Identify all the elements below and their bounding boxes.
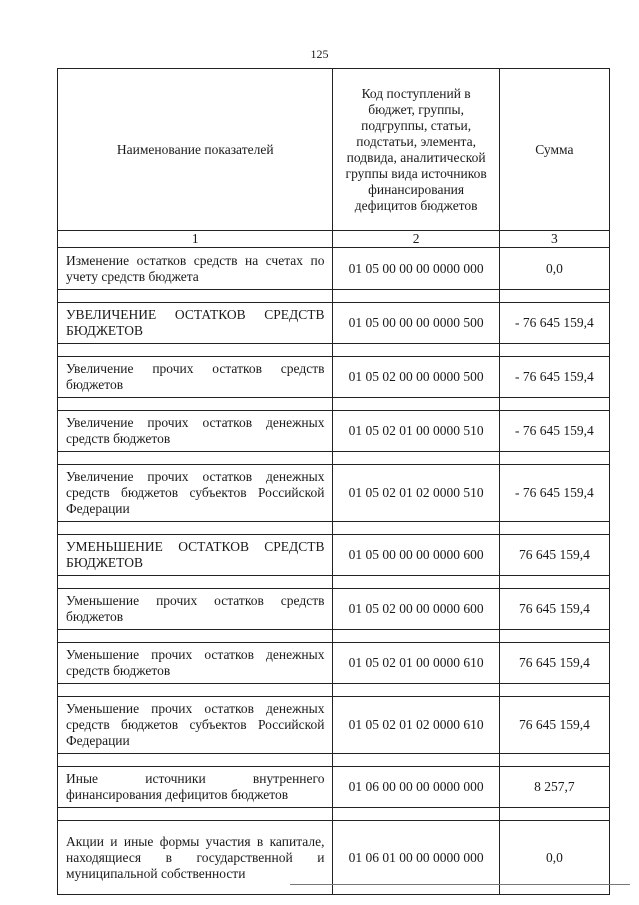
page-number: 125	[310, 47, 329, 61]
row-name: УМЕНЬШЕНИЕ ОСТАТКОВ СРЕДСТВ БЮДЖЕТОВ	[58, 535, 333, 576]
table-row	[58, 411, 610, 452]
row-code: 01 06 01 00 00 0000 000	[333, 821, 499, 895]
row-amount: 0,0	[499, 821, 609, 895]
header-row	[58, 69, 610, 231]
row-amount: 76 645 159,4	[499, 589, 609, 630]
row-code: 01 05 02 01 02 0000 510	[333, 465, 499, 522]
row-code: 01 05 02 01 00 0000 610	[333, 643, 499, 684]
row-amount: - 76 645 159,4	[499, 465, 609, 522]
table-row	[58, 697, 610, 754]
column-number: 2	[333, 231, 499, 248]
row-amount: - 76 645 159,4	[499, 303, 609, 344]
row-name: Изменение остатков средств на счетах по учету средств бюджета	[58, 248, 333, 290]
row-amount: 76 645 159,4	[499, 643, 609, 684]
row-amount: 76 645 159,4	[499, 697, 609, 754]
row-amount: 8 257,7	[499, 767, 609, 808]
table-row	[58, 643, 610, 684]
row-name: Иные источники внутреннего финансирования дефицитов бюджетов	[58, 767, 333, 808]
row-code: 01 05 00 00 00 0000 000	[333, 248, 499, 290]
row-name: Увеличение прочих остатков средств бюджетов	[58, 357, 333, 398]
table-row	[58, 248, 610, 290]
row-name: Уменьшение прочих остатков денежных средств бюджетов субъектов Российской Федерации	[58, 697, 333, 754]
row-name: Акции и иные формы участия в капитале, находящиеся в государственной и муниципальной собственности	[58, 821, 333, 895]
row-name: Уменьшение прочих остатков средств бюджетов	[58, 589, 333, 630]
row-amount: 76 645 159,4	[499, 535, 609, 576]
header-name: Наименование показателей	[58, 69, 333, 231]
bottom-rule	[290, 884, 630, 885]
column-number-row	[58, 231, 610, 248]
table-row	[58, 357, 610, 398]
row-amount: - 76 645 159,4	[499, 357, 609, 398]
column-number: 1	[58, 231, 333, 248]
row-name: Увеличение прочих остатков денежных средств бюджетов	[58, 411, 333, 452]
row-code: 01 05 00 00 00 0000 500	[333, 303, 499, 344]
header-amount: Сумма	[499, 69, 609, 231]
table-row	[58, 535, 610, 576]
table-row	[58, 767, 610, 808]
row-name: Уменьшение прочих остатков денежных средств бюджетов	[58, 643, 333, 684]
row-code: 01 06 00 00 00 0000 000	[333, 767, 499, 808]
table-row	[58, 589, 610, 630]
column-number: 3	[499, 231, 609, 248]
row-name: Увеличение прочих остатков денежных средств бюджетов субъектов Российской Федерации	[58, 465, 333, 522]
table-row	[58, 465, 610, 522]
sources-table	[57, 68, 610, 895]
row-code: 01 05 02 00 00 0000 600	[333, 589, 499, 630]
table-row	[58, 303, 610, 344]
header-code: Код поступлений в бюджет, группы, подгруппы, статьи, подстатьи, элемента, подвида, аналитической группы вида источников финансирования дефицитов бюджетов	[333, 69, 499, 231]
row-code: 01 05 02 00 00 0000 500	[333, 357, 499, 398]
row-name: УВЕЛИЧЕНИЕ ОСТАТКОВ СРЕДСТВ БЮДЖЕТОВ	[58, 303, 333, 344]
row-code: 01 05 00 00 00 0000 600	[333, 535, 499, 576]
row-amount: - 76 645 159,4	[499, 411, 609, 452]
row-code: 01 05 02 01 02 0000 610	[333, 697, 499, 754]
row-code: 01 05 02 01 00 0000 510	[333, 411, 499, 452]
row-amount: 0,0	[499, 248, 609, 290]
